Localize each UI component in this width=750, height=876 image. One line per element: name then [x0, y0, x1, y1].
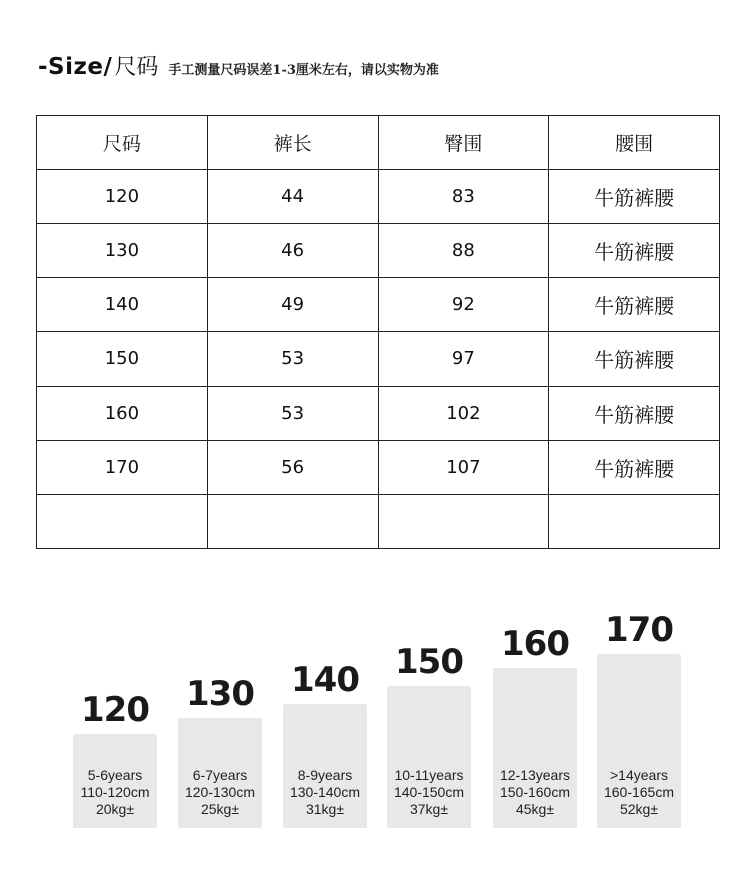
- measurement-note: 手工测量尺码误差1-3厘米左右，请以实物为准: [168, 63, 439, 78]
- cell-hip: 92: [378, 278, 549, 332]
- size-number: 160: [501, 624, 569, 664]
- cell-waist: 牛筋裤腰: [549, 278, 720, 332]
- height-range: 130-140cm: [289, 784, 361, 800]
- size-number: 170: [605, 610, 673, 650]
- table-row: [37, 332, 720, 386]
- size-number: 150: [395, 642, 463, 682]
- table-row: [37, 170, 720, 224]
- weight: 37kg±: [409, 801, 449, 817]
- weight: 20kg±: [95, 801, 135, 817]
- size-heading-cn: 尺码: [114, 55, 159, 80]
- cell-length: 53: [207, 332, 378, 386]
- height-range: 120-130cm: [184, 784, 256, 800]
- age-range: 12-13years: [499, 767, 571, 783]
- cell-length: [207, 494, 378, 548]
- cell-length: 53: [207, 386, 378, 440]
- age-range: 6-7years: [192, 767, 248, 783]
- cell-hip: 107: [378, 440, 549, 494]
- table-row-empty: [37, 494, 720, 548]
- cell-size: 140: [37, 278, 208, 332]
- weight: 45kg±: [515, 801, 555, 817]
- size-bar: [178, 718, 262, 828]
- cell-size: 170: [37, 440, 208, 494]
- age-range: >14years: [610, 767, 668, 783]
- table-row: [37, 278, 720, 332]
- age-range: 5-6years: [87, 767, 143, 783]
- size-guide-item: [178, 676, 262, 828]
- height-range: 140-150cm: [393, 784, 465, 800]
- column-header-hip: 臀围: [378, 116, 549, 170]
- column-header-length: 裤长: [207, 116, 378, 170]
- cell-size: 150: [37, 332, 208, 386]
- age-range: 10-11years: [394, 767, 464, 783]
- cell-hip: [378, 494, 549, 548]
- table-row: [37, 386, 720, 440]
- size-table: [36, 115, 720, 549]
- size-number: 140: [291, 660, 359, 700]
- height-range: 150-160cm: [499, 784, 571, 800]
- size-bar: [387, 686, 471, 828]
- title-bar: [38, 50, 439, 90]
- size-heading: -Size/: [38, 54, 113, 80]
- cell-hip: 88: [378, 224, 549, 278]
- cell-size: [37, 494, 208, 548]
- cell-waist: 牛筋裤腰: [549, 440, 720, 494]
- cell-waist: 牛筋裤腰: [549, 170, 720, 224]
- cell-length: 44: [207, 170, 378, 224]
- cell-waist: 牛筋裤腰: [549, 224, 720, 278]
- weight: 31kg±: [305, 801, 345, 817]
- cell-size: 120: [37, 170, 208, 224]
- size-guide-item: [73, 692, 157, 828]
- size-guide-item: [387, 644, 471, 828]
- cell-size: 130: [37, 224, 208, 278]
- table-row: [37, 440, 720, 494]
- cell-waist: 牛筋裤腰: [549, 386, 720, 440]
- cell-size: 160: [37, 386, 208, 440]
- cell-length: 46: [207, 224, 378, 278]
- cell-length: 56: [207, 440, 378, 494]
- size-guide: [0, 600, 750, 840]
- table-row: [37, 224, 720, 278]
- cell-hip: 97: [378, 332, 549, 386]
- cell-hip: 83: [378, 170, 549, 224]
- cell-length: 49: [207, 278, 378, 332]
- height-range: 160-165cm: [603, 784, 675, 800]
- size-number: 120: [81, 690, 149, 730]
- age-range: 8-9years: [297, 767, 353, 783]
- column-header-size: 尺码: [37, 116, 208, 170]
- size-number: 130: [186, 674, 254, 714]
- height-range: 110-120cm: [80, 784, 150, 800]
- weight: 52kg±: [619, 801, 659, 817]
- weight: 25kg±: [200, 801, 240, 817]
- size-guide-item: [597, 612, 681, 828]
- size-guide-item: [493, 626, 577, 828]
- column-header-waist: 腰围: [549, 116, 720, 170]
- size-bar: [493, 668, 577, 828]
- cell-waist: [549, 494, 720, 548]
- cell-waist: 牛筋裤腰: [549, 332, 720, 386]
- size-bar: [597, 654, 681, 828]
- size-bar: [73, 734, 157, 828]
- size-guide-item: [283, 662, 367, 828]
- table-header-row: [37, 116, 720, 170]
- cell-hip: 102: [378, 386, 549, 440]
- size-bar: [283, 704, 367, 828]
